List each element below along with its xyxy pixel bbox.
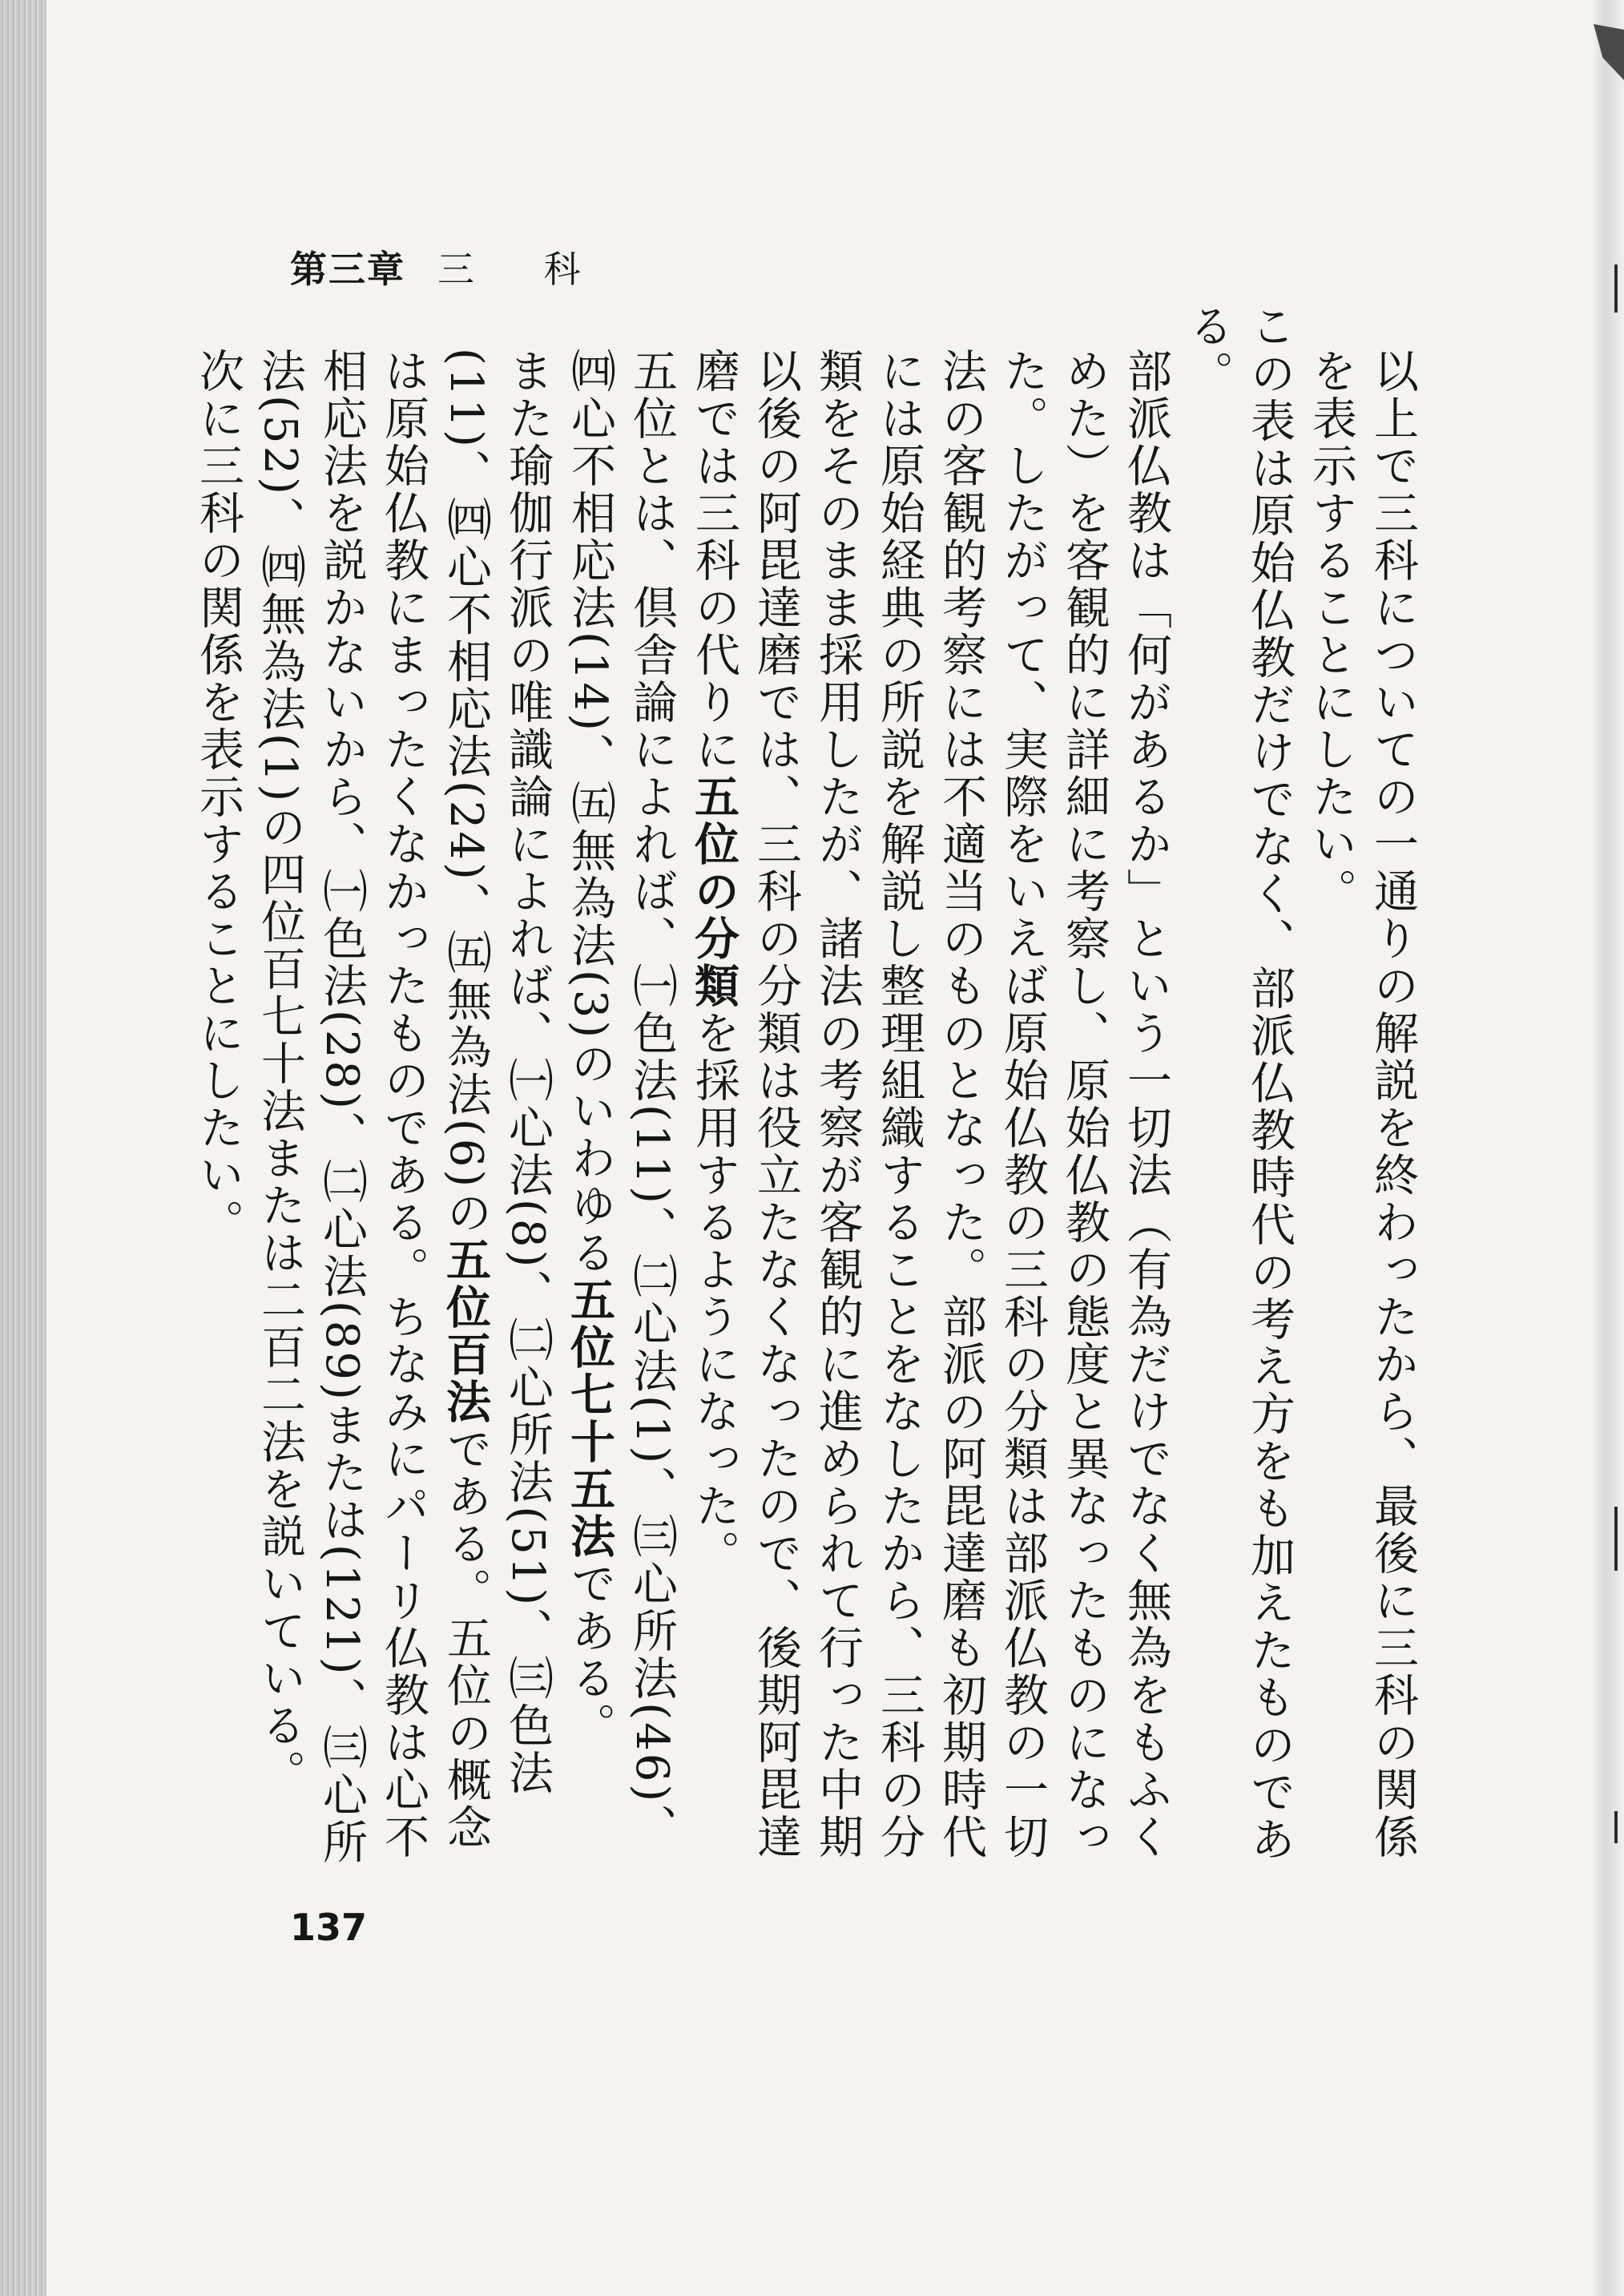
- text-run: 五位とは、倶舎論によれば、㈠色法(11)、㈡心法(1)、㈢心所法(46)、㈣心不相応法(14)、㈤無為法(3)のいわゆる: [564, 348, 678, 1852]
- paragraph: [683, 303, 1177, 1874]
- bold-term: 五位百法: [439, 1237, 492, 1426]
- scan-left-edge: [0, 0, 46, 2296]
- paragraph: [187, 303, 249, 1874]
- text-run: 以上で三科についての一通りの解説を終わったから、最後に三科の関係を表示することにしたい。: [1305, 348, 1419, 1861]
- text-run: 部派仏教は「何があるか」という一切法（有為だけでなく無為をもふくめた）を客観的に詳細に考察し、原始仏教の態度と異なったものになった。したがって、実際をいえば原始仏教の三科の分類は部派仏教の一切法の客観的考察には不適当のものとなった。部派の阿毘達磨も初期時代には原始経典の所説を解説し整理組織することをなしたから、三科の分類をそのまま採用したが、諸法の考察が客観的に進められて行った中期以後の阿毘達磨では、三科の分類は役立たなくなったので、後期阿毘達磨では三科の代りに: [688, 348, 1172, 1861]
- text-run: である。五位の概念は原始仏教にまったくなかったものである。ちなみにパーリ仏教は心不相応法を説かないから、㈠色法(28)、㈡心法(89)または(121)、㈢心所法(52)、㈣無為法(1)の四位百七十法または二百二法を説いている。: [254, 348, 492, 1866]
- paragraph: [1177, 303, 1300, 1874]
- scan-right-edge: [1594, 0, 1624, 2296]
- text-run: 次に三科の関係を表示することにしたい。: [192, 348, 244, 1246]
- text-run: である。: [564, 1560, 616, 1750]
- scan-mark: [1614, 264, 1618, 313]
- scan-mark: [1614, 1507, 1618, 1571]
- chapter-label: 第三章: [290, 248, 405, 291]
- chapter-title: 三 科: [437, 248, 610, 291]
- text-run: を採用するようになった。: [688, 1010, 740, 1577]
- vertical-body-text: [187, 303, 1424, 1874]
- running-header: [290, 240, 610, 293]
- text-run: この表は原始仏教だけでなく、部派仏教時代の考え方をも加えたものである。: [1182, 303, 1296, 1863]
- bold-term: 五位の分類: [687, 773, 740, 1010]
- scan-mark: [1614, 1811, 1618, 1843]
- text-run: また瑜伽行派の唯識論によれば、㈠心法(8)、㈡心所法(51)、㈢色法(11)、㈣心不相応法(24)、㈤無為法(6)の: [440, 348, 554, 1798]
- paragraph: [1300, 303, 1424, 1874]
- page-number: 137: [290, 1906, 368, 1949]
- paragraph: [558, 303, 683, 1874]
- bold-term: 五位七十五法: [563, 1277, 616, 1561]
- paragraph: [249, 303, 558, 1874]
